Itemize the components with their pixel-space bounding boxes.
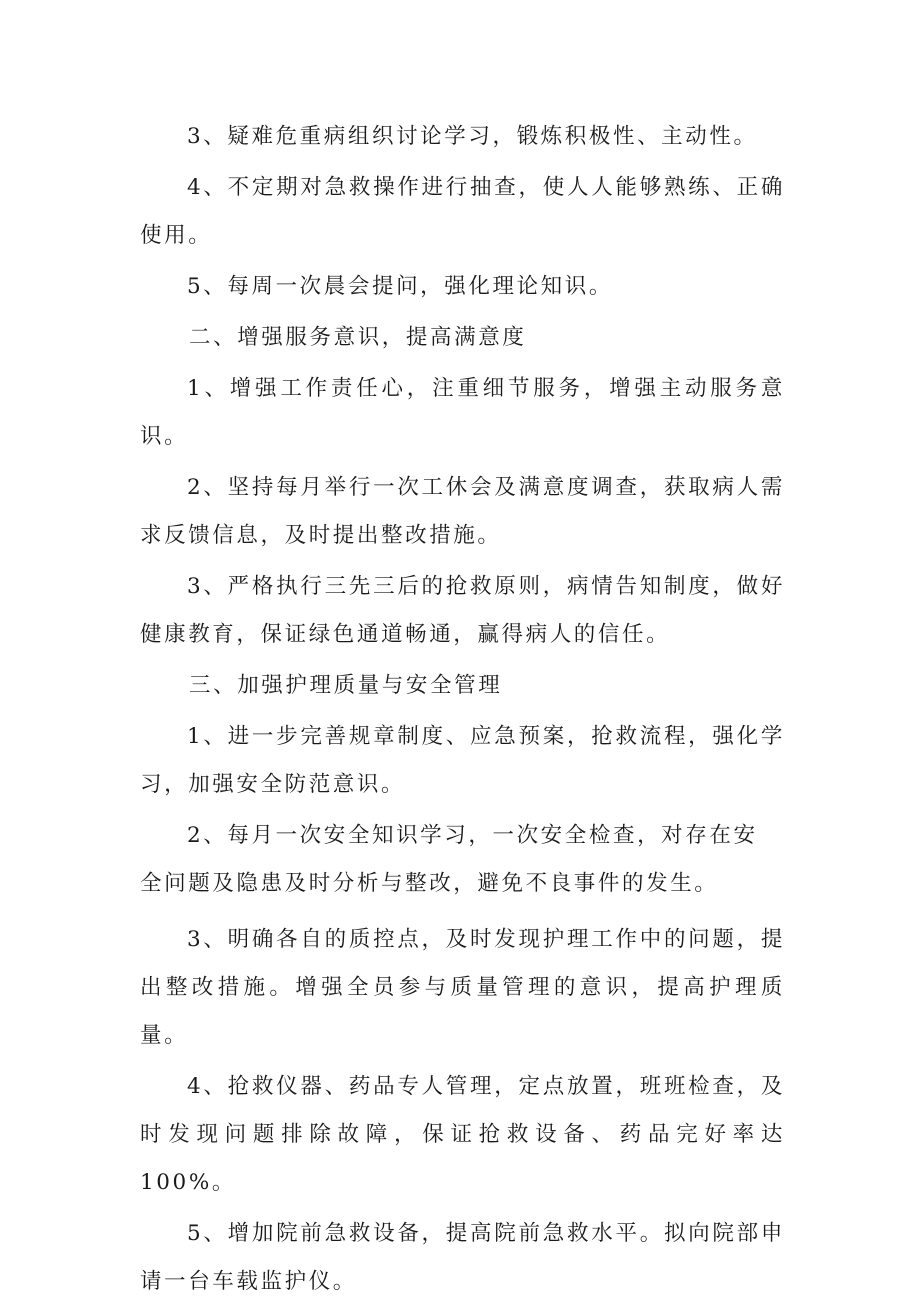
section-heading-service: 二、增强服务意识，提高满意度 [189, 325, 527, 350]
paragraph-regulations: 1、进一步完善规章制度、应急预案，抢救流程，强化学习，加强安全防范意识。 [140, 724, 785, 797]
paragraph-rescue-principle: 3、严格执行三先三后的抢救原则，病情告知制度，做好健康教育，保证绿色通道畅通，赢得病人的信任。 [140, 574, 785, 647]
section-heading-quality-safety: 三、加强护理质量与安全管理 [189, 673, 503, 698]
paragraph-equipment: 4、抢救仪器、药品专人管理，定点放置，班班检查，及时发现问题排除故障，保证抢救设备、药品完好率达100%。 [140, 1074, 785, 1195]
document-body [140, 113, 785, 1309]
paragraph-spot-check: 4、不定期对急救操作进行抽查，使人人能够熟练、正确使用。 [140, 175, 785, 248]
paragraph-study-discussion: 3、疑难危重病组织讨论学习，锻炼积极性、主动性。 [187, 124, 758, 149]
paragraph-responsibility: 1、增强工作责任心，注重细节服务，增强主动服务意识。 [140, 376, 785, 449]
paragraph-safety-check: 2、每月一次安全知识学习，一次安全检查，对存在安 [187, 823, 758, 848]
paragraph-morning-meeting: 5、每周一次晨会提问，强化理论知识。 [187, 274, 613, 299]
paragraph-survey: 2、坚持每月举行一次工休会及满意度调查，获取病人需求反馈信息，及时提出整改措施。 [140, 475, 785, 548]
paragraph-safety-check-continued: 全问题及隐患及时分析与整改，避免不良事件的发生。 [140, 871, 719, 896]
paragraph-prehospital: 5、增加院前急救设备，提高院前急救水平。拟向院部申请一台车载监护仪。 [140, 1221, 785, 1294]
paragraph-quality-control: 3、明确各自的质控点，及时发现护理工作中的问题，提出整改措施。增强全员参与质量管理的意识，提高护理质量。 [140, 927, 785, 1048]
